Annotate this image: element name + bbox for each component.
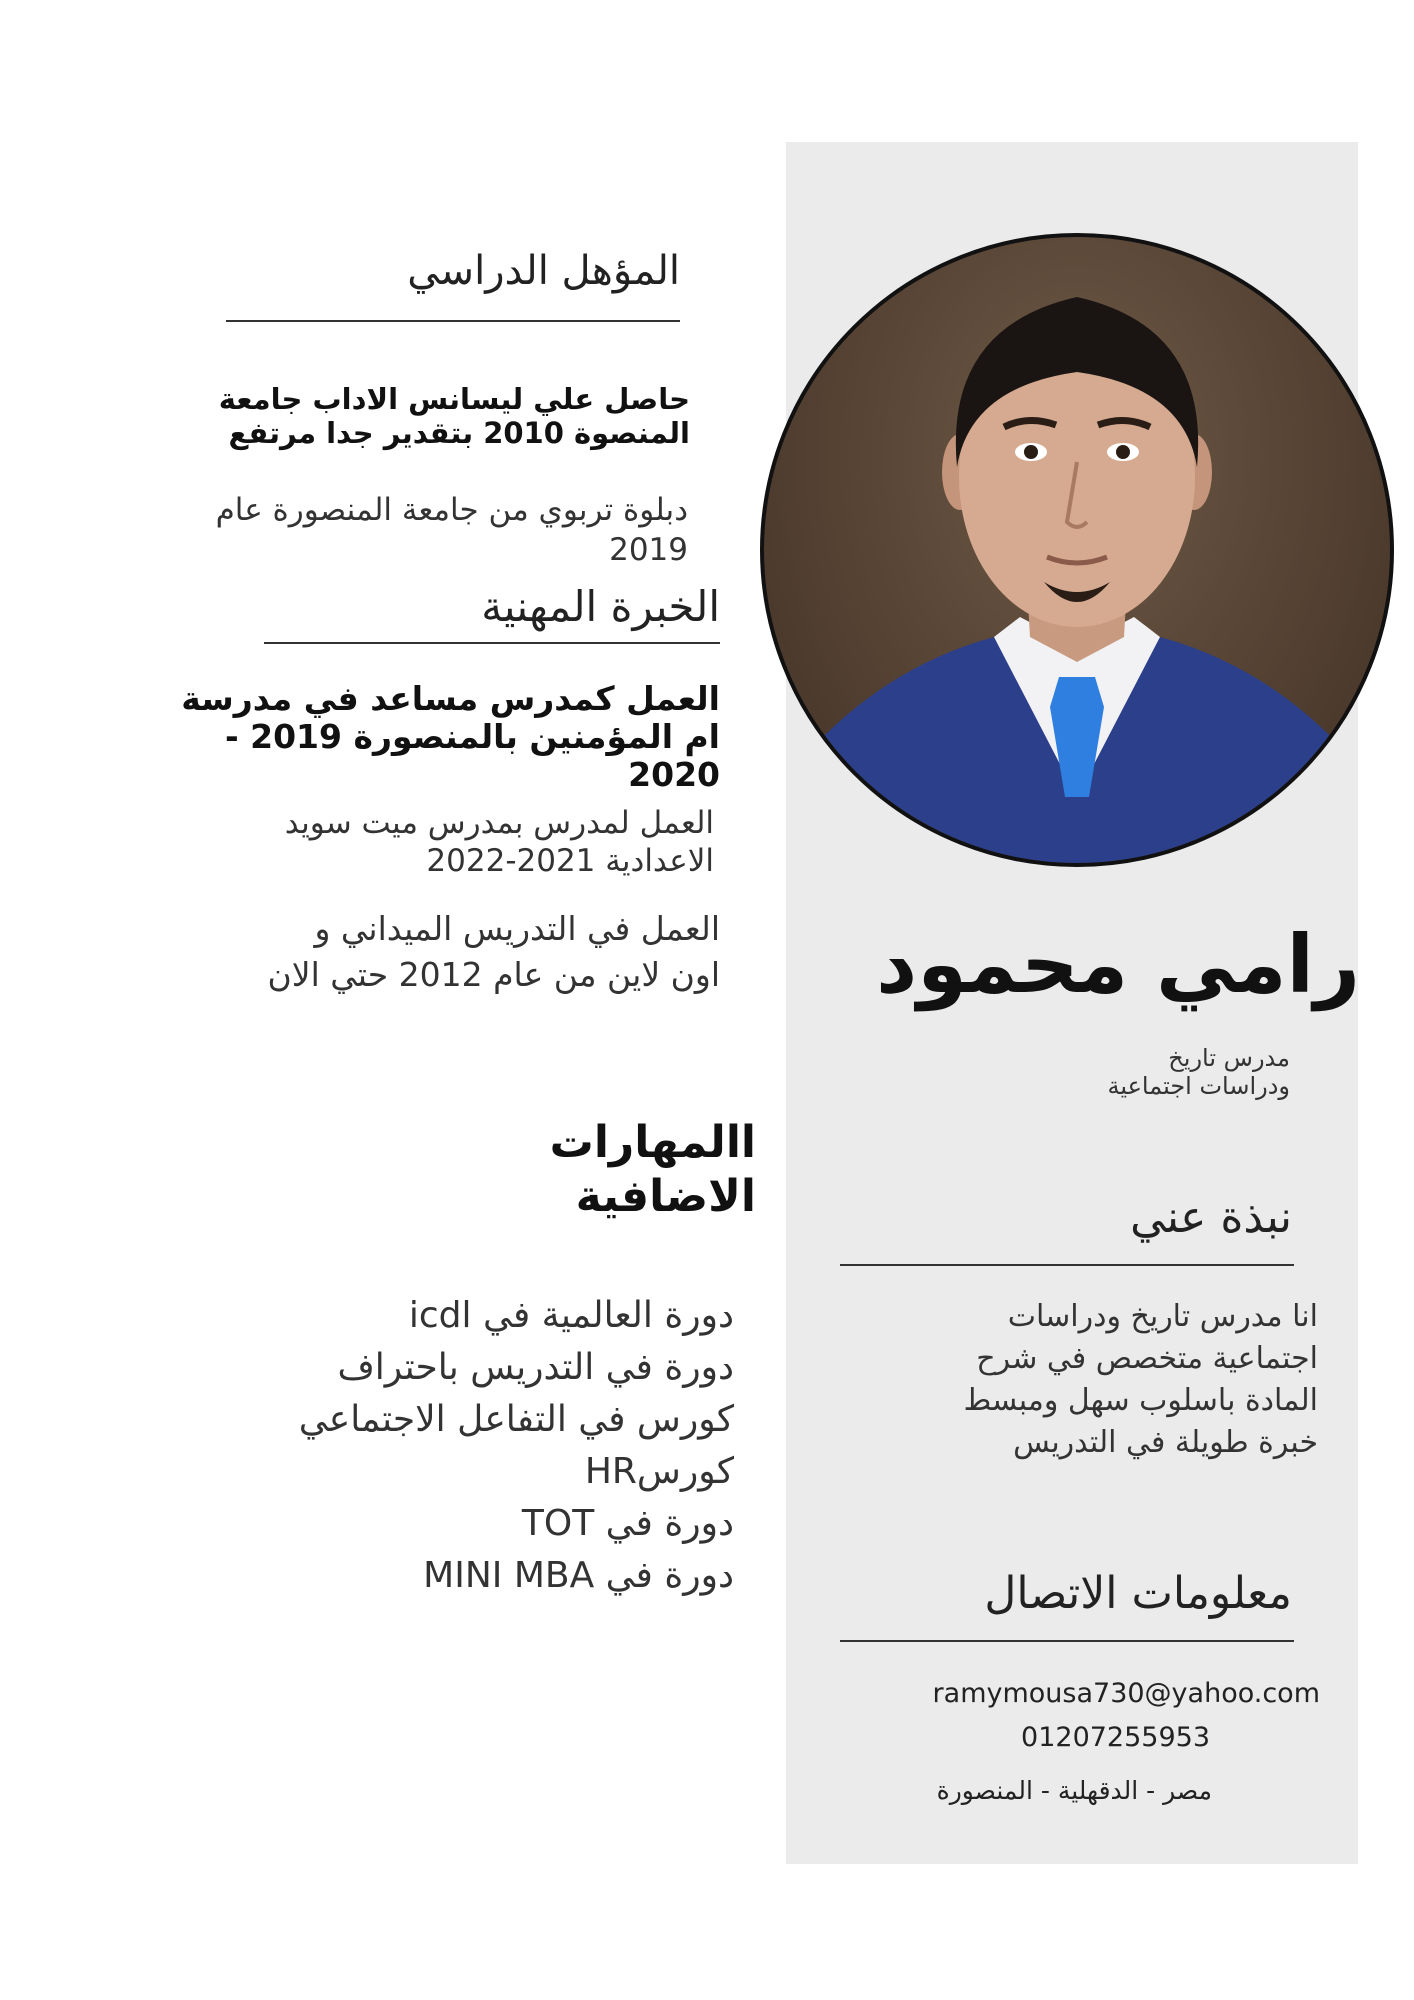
skills-heading [440, 1116, 756, 1224]
education-line: حاصل علي ليسانس الاداب جامعة [218, 382, 690, 416]
about-line: المادة باسلوب سهل ومبسط [963, 1383, 1318, 1418]
skill-item: كورسHR [584, 1451, 734, 1492]
contact-divider [840, 1640, 1294, 1642]
skill-item: دورة في MINI MBA [423, 1555, 734, 1596]
contact-email[interactable]: ramymousa730@yahoo.com [932, 1678, 1320, 1709]
profile-name: رامي محمود [876, 918, 1360, 1011]
experience-line: 2020 [628, 755, 720, 794]
experience-line: الاعدادية 2021-2022 [426, 843, 714, 879]
experience-divider [264, 642, 720, 644]
education-item [100, 490, 688, 570]
experience-line: العمل لمدرس بمدرس ميت سويد [284, 805, 714, 841]
skill-item: دورة العالمية في icdl [408, 1295, 734, 1336]
skills-heading-line: االمهارات [549, 1117, 756, 1168]
about-line: انا مدرس تاريخ ودراسات [1007, 1299, 1318, 1334]
education-divider [226, 320, 680, 322]
skill-item: دورة في TOT [521, 1503, 734, 1544]
contact-heading: معلومات الاتصال [984, 1568, 1292, 1619]
experience-heading: الخبرة المهنية [481, 582, 720, 631]
education-heading: المؤهل الدراسي [407, 248, 680, 294]
education-line: دبلوة تربوي من جامعة المنصورة عام [215, 492, 688, 528]
about-line: اجتماعية متخصص في شرح [976, 1341, 1318, 1376]
education-line: المنصوة 2010 بتقدير جدا مرتفع [228, 416, 690, 450]
profile-photo [760, 233, 1394, 867]
skill-item: دورة في التدريس باحتراف [337, 1347, 734, 1388]
about-divider [840, 1264, 1294, 1266]
experience-line: العمل في التدريس الميداني و [314, 909, 720, 948]
experience-item [130, 804, 714, 880]
education-line: 2019 [609, 532, 688, 568]
skill-item: كورس في التفاعل الاجتماعي [298, 1399, 734, 1440]
experience-line: العمل كمدرس مساعد في مدرسة [181, 679, 720, 718]
experience-line: اون لاين من عام 2012 حتي الان [267, 955, 720, 994]
skills-heading-line: الاضافية [575, 1171, 756, 1222]
experience-item [100, 680, 720, 794]
profile-title-line: مدرس تاريخ [1168, 1044, 1290, 1072]
skills-list [120, 1290, 734, 1602]
education-item [150, 382, 690, 450]
profile-title [900, 1044, 1290, 1100]
about-text [836, 1296, 1318, 1464]
profile-title-line: ودراسات اجتماعية [1107, 1072, 1290, 1100]
about-heading: نبذة عني [1130, 1192, 1292, 1243]
experience-line: ام المؤمنين بالمنصورة 2019 - [224, 717, 720, 756]
contact-address: مصر - الدقهلية - المنصورة [936, 1776, 1212, 1805]
contact-phone[interactable]: 01207255953 [1021, 1722, 1210, 1753]
about-line: خبرة طويلة في التدريس [1013, 1425, 1318, 1460]
experience-item [140, 906, 720, 998]
